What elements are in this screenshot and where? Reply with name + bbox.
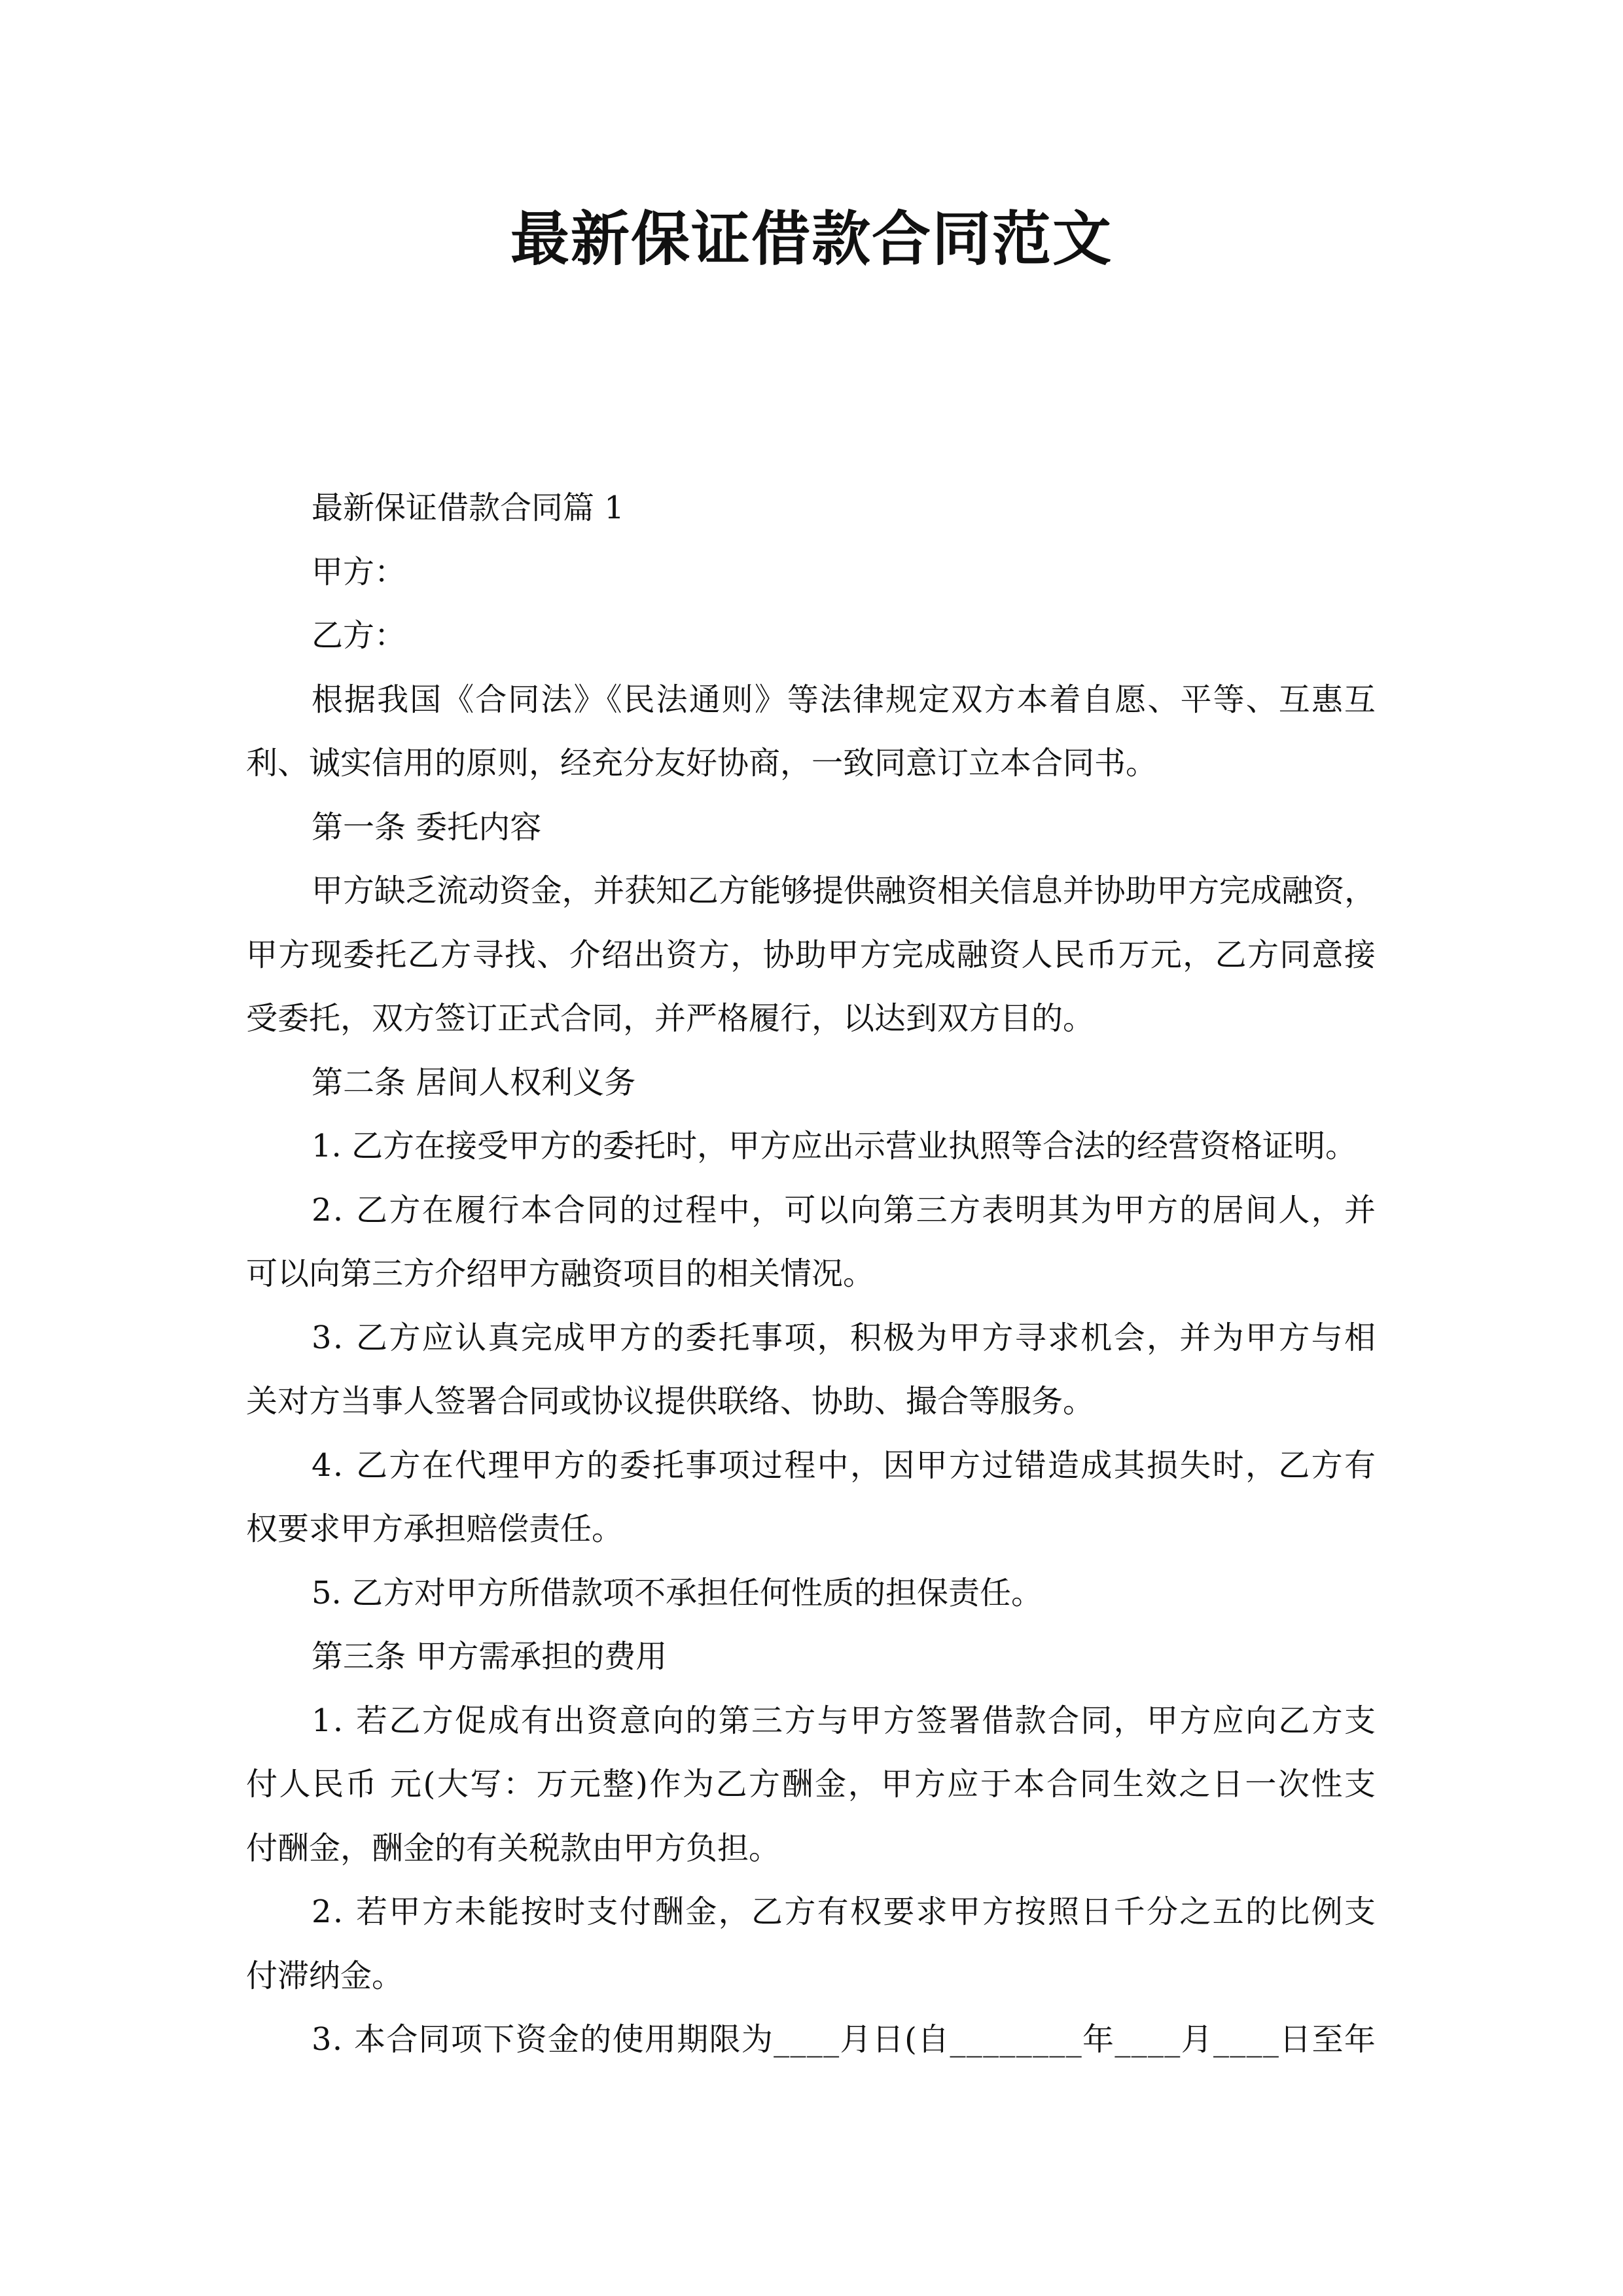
text-line-content: 可以向第三方介绍甲方融资项目的相关情况。	[246, 1255, 875, 1292]
text-line	[246, 1434, 1376, 1498]
text-line-content: 5. 乙方对甲方所借款项不承担任何性质的担保责任。	[312, 1574, 1043, 1611]
text-line-content: 付滞纳金。	[246, 1957, 404, 1994]
document-body	[246, 476, 1376, 2072]
text-line-content: 第一条 委托内容	[312, 808, 542, 846]
text-line	[246, 796, 1376, 860]
text-line-content: 根据我国《合同法》《民法通则》等法律规定双方本着自愿、平等、互惠互	[312, 681, 1377, 718]
text-line	[246, 604, 1376, 668]
text-line	[246, 1242, 1376, 1306]
text-line-content: 2. 若甲方未能按时支付酬金，乙方有权要求甲方按照日千分之五的比例支	[312, 1893, 1378, 1930]
text-line	[246, 859, 1376, 924]
text-line-content: 1. 乙方在接受甲方的委托时，甲方应出示营业执照等合法的经营资格证明。	[312, 1128, 1357, 1164]
text-line-content: 甲方现委托乙方寻找、介绍出资方，协助甲方完成融资人民币万元，乙方同意接	[246, 936, 1377, 973]
text-line	[246, 1306, 1376, 1371]
document-title: 最新保证借款合同范文	[510, 204, 1113, 274]
text-line-content: 权要求甲方承担赔偿责任。	[246, 1511, 624, 1547]
text-line	[246, 476, 1376, 541]
text-line-content: 甲方缺乏流动资金，并获知乙方能够提供融资相关信息并协助甲方完成融资，	[312, 872, 1376, 909]
text-line-content: 3. 乙方应认真完成甲方的委托事项，积极为甲方寻求机会，并为甲方与相	[312, 1319, 1378, 1356]
text-line-content: 受委托，双方签订正式合同，并严格履行，以达到双方目的。	[246, 1000, 1095, 1037]
text-line	[246, 924, 1376, 988]
text-line-content: 最新保证借款合同篇 1	[312, 490, 624, 526]
text-line	[246, 2008, 1376, 2072]
text-line-content: 关对方当事人签署合同或协议提供联络、协助、撮合等服务。	[246, 1383, 1095, 1420]
text-line-content: 3. 本合同项下资金的使用期限为____月日(自________年____月____日至年	[312, 2021, 1377, 2058]
text-line	[246, 668, 1376, 732]
text-line	[246, 1817, 1376, 1881]
text-line-content: 利、诚实信用的原则，经充分友好协商，一致同意订立本合同书。	[246, 745, 1158, 781]
text-line	[246, 1880, 1376, 1945]
text-line-content: 乙方：	[312, 617, 406, 654]
text-line	[246, 987, 1376, 1051]
text-line-content: 付人民币 元(大写：万元整)作为乙方酬金，甲方应于本合同生效之日一次性支	[246, 1766, 1378, 1803]
text-line-content: 付酬金，酬金的有关税款由甲方负担。	[246, 1829, 781, 1867]
text-line-content: 第二条 居间人权利义务	[312, 1064, 636, 1101]
text-line-content: 4. 乙方在代理甲方的委托事项过程中，因甲方过错造成其损失时，乙方有	[312, 1446, 1378, 1484]
text-line	[246, 1179, 1376, 1243]
text-line-content: 1. 若乙方促成有出资意向的第三方与甲方签署借款合同，甲方应向乙方支	[312, 1702, 1378, 1739]
text-line	[246, 1625, 1376, 1689]
text-line-content: 甲方：	[312, 553, 406, 590]
text-line	[246, 1370, 1376, 1434]
text-line	[246, 1945, 1376, 2009]
text-line	[246, 541, 1376, 605]
text-line	[246, 1115, 1376, 1179]
text-line-content: 2. 乙方在履行本合同的过程中，可以向第三方表明其为甲方的居间人，并	[312, 1191, 1378, 1229]
text-line	[246, 732, 1376, 796]
text-line	[246, 1689, 1376, 1753]
text-line-content: 第三条 甲方需承担的费用	[312, 1638, 668, 1675]
text-line	[246, 1753, 1376, 1817]
text-line	[246, 1051, 1376, 1115]
text-line	[246, 1562, 1376, 1626]
text-line	[246, 1498, 1376, 1562]
